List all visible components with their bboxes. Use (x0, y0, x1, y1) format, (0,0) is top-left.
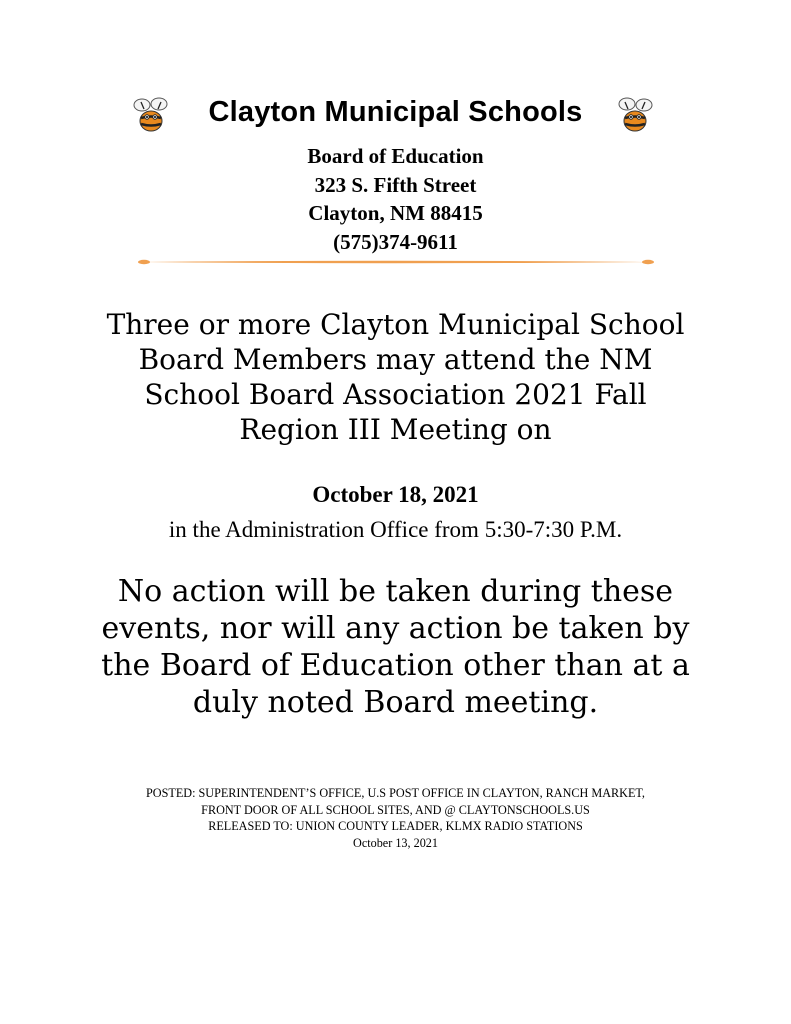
street-address: 323 S. Fifth Street (314, 172, 477, 197)
header-divider (138, 256, 654, 268)
school-name: Clayton Municipal Schools (208, 96, 583, 128)
hornet-mascot-icon (615, 96, 655, 136)
meeting-date: October 18, 2021 (312, 482, 479, 507)
board-name: Board of Education (307, 144, 484, 168)
phone-number: (575)374-9611 (333, 229, 458, 254)
address-block (0, 142, 791, 256)
no-action-disclaimer: No action will be taken during these events, nor will any action be taken by the Board of Education other than at a duly noted Board meeting. (101, 574, 690, 720)
city-state-zip: Clayton, NM 88415 (308, 201, 483, 225)
meeting-notice: Three or more Clayton Municipal School Board Members may attend the NM School Board Association 2021 Fall Region III Meeting on (106, 308, 685, 446)
posting-notice: POSTED: SUPERINTENDENT’S OFFICE, U.S POST OFFICE IN CLAYTON, RANCH MARKET, FRONT DOOR OF ALL SCHOOL SITES, AND @ CLAYTONSCHOOLS.US RELEASED TO: UNION COUNTY LEADER, KLMX RADIO STATIONS October 13, 2021 (0, 785, 791, 851)
posted-date: October 13, 2021 (353, 835, 438, 850)
letterhead (0, 92, 791, 142)
meeting-location: in the Administration Office from 5:30-7:30 P.M. (168, 517, 623, 542)
